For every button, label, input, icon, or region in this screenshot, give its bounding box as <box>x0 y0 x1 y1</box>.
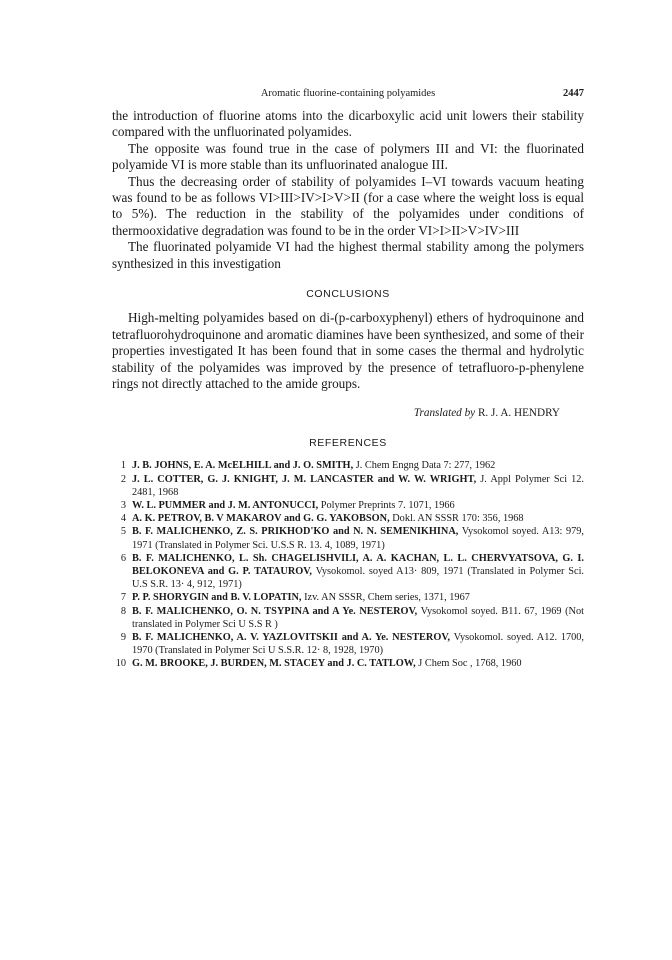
reference-citation: Dokl. AN SSSR 170: 356, 1968 <box>392 513 524 525</box>
running-title: Aromatic fluorine-containing polyamides <box>260 88 436 99</box>
paragraph: The opposite was found true in the case of polymers III and VI: the fluorinated polyamide VI is more stable than its unfluorinated analogue III. <box>112 140 584 173</box>
reference-citation: Vysokomol soyed. A13: 979, 1971 (Translated in Polymer Sci. U.S.S R. 13. 4, 1089, 1971) <box>132 526 584 551</box>
reference-number: 6 <box>120 552 126 564</box>
reference-number: 5 <box>120 526 126 538</box>
paragraph: The fluorinated polyamide VI had the highest thermal stability among the polymers synthesized in this investigation <box>112 239 584 271</box>
reference-citation: J. Appl Polymer Sci 12. 2481, 1968 <box>132 473 584 498</box>
running-head <box>112 86 584 102</box>
reference-item <box>112 657 584 670</box>
reference-number: 2 <box>120 473 126 485</box>
reference-number: 4 <box>120 513 126 525</box>
reference-item <box>112 499 584 512</box>
reference-item <box>112 591 584 604</box>
reference-number: 8 <box>120 605 126 617</box>
conclusions-heading: CONCLUSIONS <box>306 288 390 301</box>
reference-authors: A. K. PETROV, B. V MAKAROV and G. G. YAKOBSON, <box>132 513 390 525</box>
reference-item <box>112 459 584 472</box>
reference-citation: Vysokomol. soyed A13· 809, 1971 (Translated in Polymer Sci. U.S S.R. 13· 4, 912, 1971) <box>132 565 584 591</box>
reference-authors: P. P. SHORYGIN and B. V. LOPATIN, <box>132 592 302 604</box>
reference-item <box>112 512 584 525</box>
reference-number: 7 <box>120 592 126 604</box>
reference-list <box>112 459 584 670</box>
references-heading: REFERENCES <box>309 436 387 449</box>
translator-credit <box>112 405 584 421</box>
paragraph: the introduction of fluorine atoms into the dicarboxylic acid unit lowers their stability compared with the unfluorinated polyamides. <box>112 108 584 140</box>
reference-number: 3 <box>120 499 126 511</box>
reference-authors: W. L. PUMMER and J. M. ANTONUCCI, <box>132 499 319 511</box>
paragraph: Thus the decreasing order of stability of polyamides I–VI towards vacuum heating was found to be as follows VI>III>IV>I>V>II (for a case where the weight loss is equal to 5%). The reduction in the stability of the polyamides under conditions of thermooxidative degradation was found to be in the order VI>I>II>V>IV>III <box>112 173 584 238</box>
reference-citation: Vysokomol soyed. B11. 67, 1969 (Not translated in Polymer Sci U S.S R ) <box>132 605 584 630</box>
reference-authors: B. F. MALICHENKO, L. Sh. CHAGELISHVILI, A. A. KACHAN, L. L. CHERVYATSOVA, G. I. BELOKONEVA and G. P. TATAUROV, <box>132 552 584 577</box>
translator-name: R. J. A. HENDRY <box>477 406 560 419</box>
reference-item <box>112 631 584 657</box>
conclusions-paragraph: High-melting polyamides based on di-(p-carboxyphenyl) ethers of hydroquinone and tetrafluorohydroquinone and aromatic diamines have been synthesized, and some of their properties investigated It has been found that in some cases the thermal and hydrolytic stability of the polyamides was improved by the presence of tetrafluoro-p-phenylene rings not directly attached to the amide groups. <box>112 310 584 392</box>
reference-number: 1 <box>120 460 126 472</box>
reference-citation: Vysokomol. soyed. A12. 1700, 1970 (Translated in Polymer Sci U S.S.R. 12· 8, 1928, 1970) <box>132 631 585 657</box>
reference-citation: J Chem Soc , 1768, 1960 <box>418 658 522 670</box>
reference-item <box>112 605 584 631</box>
reference-citation: Izv. AN SSSR, Chem series, 1371, 1967 <box>304 592 470 604</box>
page-number: 2447 <box>563 88 584 99</box>
reference-authors: B. F. MALICHENKO, A. V. YAZLOVITSKII and A. Ye. NESTEROV, <box>132 631 451 643</box>
reference-authors: J. L. COTTER, G. J. KNIGHT, J. M. LANCASTER and W. W. WRIGHT, <box>132 473 477 485</box>
reference-authors: B. F. MALICHENKO, O. N. TSYPINA and A Ye. NESTEROV, <box>132 605 418 617</box>
article-body <box>112 108 584 671</box>
reference-authors: J. B. JOHNS, E. A. McELHILL and J. O. SMITH, <box>132 460 354 472</box>
translated-by-label: Translated by <box>413 406 476 419</box>
reference-number: 10 <box>115 658 126 670</box>
reference-number: 9 <box>120 631 126 643</box>
reference-authors: B. F. MALICHENKO, Z. S. PRIKHOD'KO and N. N. SEMENIKHINA, <box>132 526 459 538</box>
reference-item <box>112 552 584 592</box>
reference-citation: J. Chem Engng Data 7: 277, 1962 <box>355 460 496 472</box>
reference-item <box>112 473 584 499</box>
reference-authors: G. M. BROOKE, J. BURDEN, M. STACEY and J. C. TATLOW, <box>132 658 416 670</box>
reference-item <box>112 525 584 551</box>
reference-citation: Polymer Preprints 7. 1071, 1966 <box>320 499 455 511</box>
